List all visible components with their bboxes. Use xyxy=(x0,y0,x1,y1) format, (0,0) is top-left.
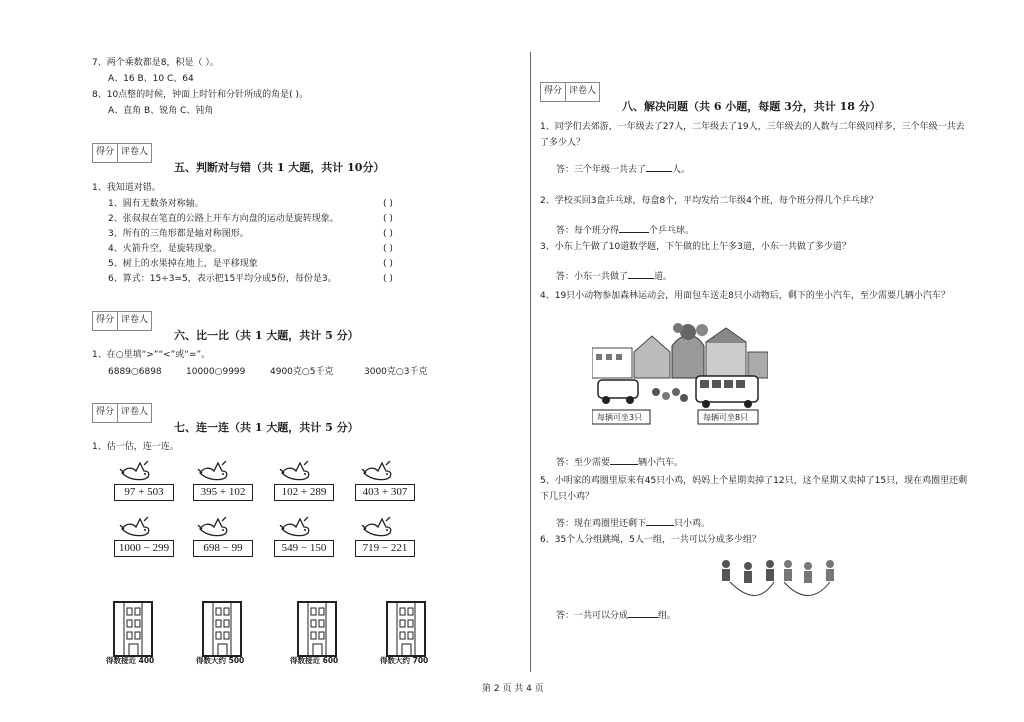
question-5: 5、小明家的鸡圈里原来有45只小鸡，妈妈上个星期卖掉了12只，这个星期又卖掉了15只，现在鸡圈里还剩下几只小鸡？ xyxy=(540,476,968,502)
building-icon[interactable] xyxy=(112,600,154,658)
score-box xyxy=(92,143,152,163)
answer-suffix: 辆小汽车。 xyxy=(638,458,684,468)
dove-icon xyxy=(118,515,152,539)
answer-5 xyxy=(556,519,710,530)
question-3: 3、小东上午做了10道数学题，下午做的比上午多3道，小东一共做了多少道？ xyxy=(540,242,851,252)
judge-item: 3、所有的三角形都是轴对称图形。 xyxy=(108,229,249,239)
answer-suffix: 个乒乓球。 xyxy=(649,226,695,236)
answer-blank[interactable] xyxy=(628,278,654,279)
answer-prefix: 答：三个年级一共去了 xyxy=(556,165,647,175)
expression-box[interactable]: 97 + 503 xyxy=(114,484,174,501)
expression-box[interactable]: 102 + 289 xyxy=(274,484,334,501)
compare-item[interactable]: 4900克○5千克 xyxy=(270,367,334,377)
answer-blank[interactable] xyxy=(610,464,638,465)
question-8-stem: 8、10点整的时候，钟面上时针和分针所成的角是( )。 xyxy=(92,90,309,100)
answer-parentheses[interactable]: ( ) xyxy=(383,199,393,209)
answer-2 xyxy=(556,226,694,237)
section-5-question: 1、我知道对错。 xyxy=(92,183,161,193)
answer-parentheses[interactable]: ( ) xyxy=(383,244,393,254)
question-8-options: A、直角 B、锐角 C、钝角 xyxy=(108,106,214,116)
question-1: 1、同学们去郊游，一年级去了27人，二年级去了19人，三年级去的人数与二年级同样多，三个年级一共去了多少人？ xyxy=(540,122,965,148)
score-box xyxy=(92,311,152,331)
judge-item: 5、树上的水果掉在地上，是平移现象 xyxy=(108,259,258,269)
bus-capacity-label: 每辆可坐8只 xyxy=(703,413,749,422)
car-capacity-label: 每辆可坐3只 xyxy=(597,413,643,422)
expression-box[interactable]: 395 + 102 xyxy=(193,484,253,501)
question-7-stem: 7、两个乘数都是8，积是（ ）。 xyxy=(92,58,219,68)
page-number: 第 2 页 共 4 页 xyxy=(482,684,544,694)
building-caption: 得数大约 500 xyxy=(196,656,245,665)
building-icon[interactable] xyxy=(201,600,243,658)
score-label: 得分 xyxy=(96,407,115,418)
answer-suffix: 道。 xyxy=(654,272,673,282)
section-7-question: 1、估一估，连一连。 xyxy=(92,442,179,452)
section-6-title: 六、比一比（共 1 大题，共计 5 分） xyxy=(174,329,359,342)
dove-icon xyxy=(360,515,394,539)
grader-label: 评卷人 xyxy=(565,83,599,101)
answer-3 xyxy=(556,272,672,283)
question-6: 6、35个人分组跳绳，5人一组，一共可以分成多少组？ xyxy=(540,535,761,545)
answer-suffix: 组。 xyxy=(658,611,677,621)
building-icon[interactable] xyxy=(385,600,427,658)
question-2: 2、学校买回3盒乒乓球，每盒8个，平均发给二年级4个班，每个班分得几个乒乓球？ xyxy=(540,196,878,206)
expression-box[interactable]: 698 − 99 xyxy=(193,540,253,557)
answer-1 xyxy=(556,165,690,176)
answer-blank[interactable] xyxy=(628,617,658,618)
grader-label: 评卷人 xyxy=(117,312,151,330)
dove-icon xyxy=(196,459,230,483)
score-label: 得分 xyxy=(96,315,115,326)
dove-icon xyxy=(196,515,230,539)
judge-item: 4、火箭升空，是旋转现象。 xyxy=(108,244,222,254)
grader-label: 评卷人 xyxy=(117,144,151,162)
building-caption: 得数接近 400 xyxy=(106,656,155,665)
answer-blank[interactable] xyxy=(619,232,649,233)
answer-4 xyxy=(556,458,683,469)
expression-box[interactable]: 403 + 307 xyxy=(355,484,415,501)
building-icon[interactable] xyxy=(296,600,338,658)
building-caption: 得数大约 700 xyxy=(380,656,429,665)
column-divider xyxy=(530,52,531,672)
expression-box[interactable]: 1000 − 299 xyxy=(114,540,174,557)
dove-icon xyxy=(278,515,312,539)
score-box xyxy=(92,403,152,423)
score-label: 得分 xyxy=(544,86,563,97)
answer-parentheses[interactable]: ( ) xyxy=(383,259,393,269)
compare-item[interactable]: 10000○9999 xyxy=(186,367,246,377)
answer-parentheses[interactable]: ( ) xyxy=(383,229,393,239)
expression-box[interactable]: 549 − 150 xyxy=(274,540,334,557)
section-8-title: 八、解决问题（共 6 小题，每题 3分，共计 18 分） xyxy=(622,100,881,113)
answer-parentheses[interactable]: ( ) xyxy=(383,274,393,284)
judge-item: 2、张叔叔在笔直的公路上开车方向盘的运动是旋转现象。 xyxy=(108,214,339,224)
dove-icon xyxy=(278,459,312,483)
answer-suffix: 只小鸡。 xyxy=(674,519,711,529)
compare-item[interactable]: 3000克○3千克 xyxy=(364,367,428,377)
answer-prefix: 答：现在鸡圈里还剩下 xyxy=(556,519,647,529)
expression-box[interactable]: 719 − 221 xyxy=(355,540,415,557)
score-label: 得分 xyxy=(96,147,115,158)
answer-prefix: 答：一共可以分成 xyxy=(556,611,629,621)
compare-item[interactable]: 6889○6898 xyxy=(108,367,162,377)
question-7-options: A、16 B、10 C、64 xyxy=(108,74,194,84)
section-7-title: 七、连一连（共 1 大题，共计 5 分） xyxy=(174,421,359,434)
answer-parentheses[interactable]: ( ) xyxy=(383,214,393,224)
answer-blank[interactable] xyxy=(646,171,672,172)
answer-6 xyxy=(556,611,676,622)
answer-prefix: 答：每个班分得 xyxy=(556,226,620,236)
grader-label: 评卷人 xyxy=(117,404,151,422)
judge-item: 1、圆有无数条对称轴。 xyxy=(108,199,204,209)
dove-icon xyxy=(118,459,152,483)
score-box xyxy=(540,82,600,102)
building-caption: 得数接近 600 xyxy=(290,656,339,665)
section-5-title: 五、判断对与错（共 1 大题，共计 10分） xyxy=(174,161,385,174)
answer-blank[interactable] xyxy=(646,525,674,526)
answer-prefix: 答：至少需要 xyxy=(556,458,611,468)
jump-rope-illustration xyxy=(718,556,838,600)
judge-item: 6、算式：15÷3=5，表示把15平均分成5份，每份是3。 xyxy=(108,274,337,284)
answer-suffix: 人。 xyxy=(672,165,691,175)
question-4: 4、19只小动物参加森林运动会，用面包车送走8只小动物后，剩下的坐小汽车，至少需要几辆小汽车？ xyxy=(540,291,950,301)
dove-icon xyxy=(360,459,394,483)
answer-prefix: 答：小东一共做了 xyxy=(556,272,629,282)
section-6-question: 1、在○里填“>”“<”或“=”。 xyxy=(92,350,211,360)
